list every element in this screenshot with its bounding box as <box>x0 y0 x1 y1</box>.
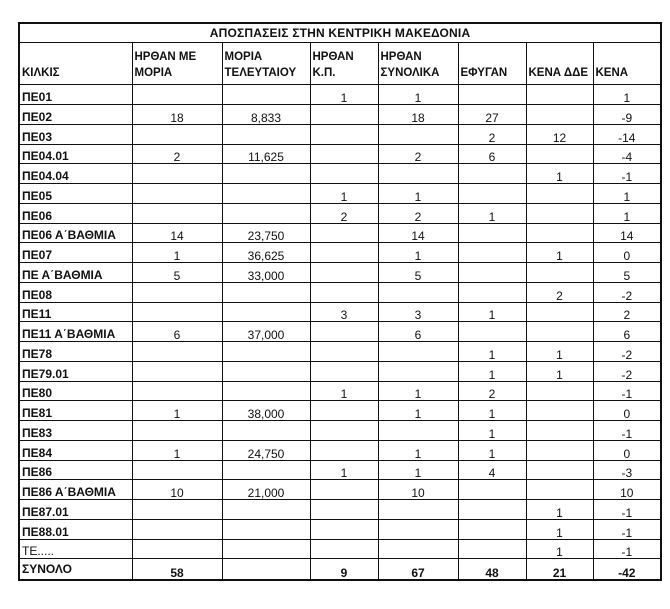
cell-irthan-me-moria[interactable]: 6 <box>132 322 222 342</box>
cell-moria-teleytaiou[interactable] <box>222 519 310 539</box>
row-label-cell[interactable]: ΠΕ Α΄ΒΑΘΜΙΑ <box>19 263 132 283</box>
cell-irthan-kp[interactable] <box>310 440 378 460</box>
cell-efygan[interactable]: 4 <box>458 460 526 480</box>
cell-irthan-synolika[interactable] <box>378 539 458 559</box>
cell-efygan[interactable] <box>458 539 526 559</box>
cell-irthan-kp[interactable] <box>310 282 378 302</box>
cell-irthan-kp[interactable]: 1 <box>310 381 378 401</box>
cell-irthan-synolika[interactable]: 1 <box>378 440 458 460</box>
cell-efygan[interactable]: 1 <box>458 401 526 421</box>
cell-irthan-synolika[interactable]: 1 <box>378 401 458 421</box>
cell-efygan[interactable] <box>458 480 526 500</box>
cell-irthan-kp[interactable] <box>310 164 378 184</box>
cell-kena[interactable]: -9 <box>593 105 661 125</box>
cell-irthan-kp[interactable] <box>310 322 378 342</box>
row-label-cell[interactable]: ΠΕ02 <box>19 105 132 125</box>
cell-kena[interactable]: 1 <box>593 85 661 105</box>
cell-moria-teleytaiou[interactable] <box>222 184 310 204</box>
cell-moria-teleytaiou[interactable]: 8,833 <box>222 105 310 125</box>
cell-irthan-kp[interactable] <box>310 539 378 559</box>
cell-kena[interactable]: -2 <box>593 361 661 381</box>
cell-kena-dde[interactable]: 2 <box>526 282 593 302</box>
row-label-cell[interactable]: ΠΕ08 <box>19 282 132 302</box>
table-row <box>19 480 661 500</box>
cell-irthan-kp[interactable] <box>310 421 378 441</box>
table-row <box>19 401 661 421</box>
cell-kena-dde[interactable] <box>526 223 593 243</box>
cell-kena-dde[interactable]: 1 <box>526 243 593 263</box>
table-row <box>19 164 661 184</box>
column-header-kilkis[interactable]: ΚΙΛΚΙΣ <box>19 43 132 85</box>
cell-irthan-me-moria[interactable]: 14 <box>132 223 222 243</box>
cell-kena[interactable]: 0 <box>593 243 661 263</box>
cell-kena[interactable]: -1 <box>593 421 661 441</box>
cell-kena-dde[interactable]: 1 <box>526 361 593 381</box>
row-label-cell[interactable]: ΠΕ86 Α΄ΒΑΘΜΙΑ <box>19 480 132 500</box>
cell-moria-teleytaiou[interactable] <box>222 500 310 520</box>
cell-irthan-me-moria[interactable] <box>132 539 222 559</box>
row-label-cell[interactable]: ΠΕ78 <box>19 342 132 362</box>
cell-irthan-me-moria[interactable] <box>132 460 222 480</box>
cell-efygan[interactable] <box>458 184 526 204</box>
cell-irthan-synolika[interactable] <box>378 282 458 302</box>
cell-efygan[interactable]: 1 <box>458 421 526 441</box>
total-cell-kena-dde[interactable]: 21 <box>526 559 593 580</box>
cell-irthan-synolika[interactable]: 1 <box>378 381 458 401</box>
cell-kena-dde[interactable] <box>526 460 593 480</box>
cell-irthan-kp[interactable] <box>310 223 378 243</box>
cell-moria-teleytaiou[interactable] <box>222 381 310 401</box>
table-row <box>19 85 661 105</box>
total-label-cell[interactable]: ΣΥΝΟΛΟ <box>19 559 132 580</box>
total-cell-moria-teleytaiou[interactable] <box>222 559 310 580</box>
cell-irthan-kp[interactable] <box>310 361 378 381</box>
cell-moria-teleytaiou[interactable] <box>222 203 310 223</box>
row-label-cell[interactable]: ΠΕ05 <box>19 184 132 204</box>
cell-kena-dde[interactable]: 1 <box>526 519 593 539</box>
cell-irthan-me-moria[interactable]: 1 <box>132 243 222 263</box>
table-title[interactable]: ΑΠΟΣΠΑΣΕΙΣ ΣΤΗΝ ΚΕΝΤΡΙΚΗ ΜΑΚΕΔΟΝΙΑ <box>19 23 661 43</box>
cell-kena[interactable]: 5 <box>593 263 661 283</box>
table-row <box>19 460 661 480</box>
cell-irthan-me-moria[interactable] <box>132 203 222 223</box>
cell-irthan-synolika[interactable]: 1 <box>378 85 458 105</box>
cell-kena[interactable]: 1 <box>593 203 661 223</box>
cell-kena[interactable]: 6 <box>593 322 661 342</box>
table-row <box>19 263 661 283</box>
cell-efygan[interactable] <box>458 243 526 263</box>
total-cell-irthan-synolika[interactable]: 67 <box>378 559 458 580</box>
cell-irthan-kp[interactable]: 1 <box>310 460 378 480</box>
cell-kena[interactable]: -1 <box>593 381 661 401</box>
cell-irthan-me-moria[interactable]: 5 <box>132 263 222 283</box>
cell-efygan[interactable]: 6 <box>458 144 526 164</box>
table-row <box>19 124 661 144</box>
cell-irthan-kp[interactable] <box>310 124 378 144</box>
column-header-kena[interactable]: ΚΕΝΑ <box>593 43 661 85</box>
column-header-moria-teleytaiou[interactable]: ΜΟΡΙΑ ΤΕΛΕΥΤΑΙΟΥ <box>222 43 310 85</box>
cell-irthan-me-moria[interactable] <box>132 381 222 401</box>
cell-kena-dde[interactable]: 1 <box>526 539 593 559</box>
row-label-cell[interactable]: ΠΕ84 <box>19 440 132 460</box>
cell-kena[interactable]: -1 <box>593 164 661 184</box>
cell-kena[interactable]: -2 <box>593 342 661 362</box>
cell-efygan[interactable]: 1 <box>458 302 526 322</box>
cell-moria-teleytaiou[interactable] <box>222 164 310 184</box>
cell-efygan[interactable] <box>458 519 526 539</box>
cell-irthan-synolika[interactable]: 14 <box>378 223 458 243</box>
table-row <box>19 500 661 520</box>
cell-kena-dde[interactable] <box>526 184 593 204</box>
column-header-irthan-synolika[interactable]: ΗΡΘΑΝ ΣΥΝΟΛΙΚΑ <box>378 43 458 85</box>
total-cell-irthan-kp[interactable]: 9 <box>310 559 378 580</box>
cell-kena[interactable]: 1 <box>593 184 661 204</box>
table-row <box>19 302 661 322</box>
cell-moria-teleytaiou[interactable]: 38,000 <box>222 401 310 421</box>
cell-irthan-me-moria[interactable] <box>132 282 222 302</box>
cell-irthan-me-moria[interactable]: 1 <box>132 401 222 421</box>
detachments-table <box>18 22 662 581</box>
cell-irthan-synolika[interactable] <box>378 164 458 184</box>
cell-irthan-me-moria[interactable] <box>132 361 222 381</box>
cell-kena-dde[interactable]: 1 <box>526 164 593 184</box>
cell-irthan-synolika[interactable]: 6 <box>378 322 458 342</box>
cell-moria-teleytaiou[interactable] <box>222 460 310 480</box>
cell-irthan-synolika[interactable]: 5 <box>378 263 458 283</box>
cell-efygan[interactable]: 1 <box>458 203 526 223</box>
table-row <box>19 322 661 342</box>
cell-kena-dde[interactable] <box>526 144 593 164</box>
cell-kena[interactable]: 10 <box>593 480 661 500</box>
cell-efygan[interactable] <box>458 263 526 283</box>
header-row <box>19 43 661 85</box>
cell-efygan[interactable]: 1 <box>458 440 526 460</box>
cell-irthan-kp[interactable] <box>310 519 378 539</box>
cell-moria-teleytaiou[interactable]: 24,750 <box>222 440 310 460</box>
title-row <box>19 23 661 43</box>
cell-kena[interactable]: -14 <box>593 124 661 144</box>
cell-irthan-me-moria[interactable]: 18 <box>132 105 222 125</box>
table-row <box>19 440 661 460</box>
cell-kena[interactable]: 14 <box>593 223 661 243</box>
table-row <box>19 519 661 539</box>
row-label-cell[interactable]: ΤΕ..... <box>19 539 132 559</box>
table-row <box>19 342 661 362</box>
table-row <box>19 144 661 164</box>
cell-irthan-kp[interactable]: 1 <box>310 85 378 105</box>
column-header-irthan-kp[interactable]: ΗΡΘΑΝ Κ.Π. <box>310 43 378 85</box>
cell-moria-teleytaiou[interactable]: 11,625 <box>222 144 310 164</box>
cell-irthan-me-moria[interactable] <box>132 519 222 539</box>
cell-kena-dde[interactable] <box>526 440 593 460</box>
cell-kena-dde[interactable] <box>526 401 593 421</box>
cell-irthan-kp[interactable] <box>310 243 378 263</box>
cell-irthan-synolika[interactable]: 3 <box>378 302 458 322</box>
row-label-cell[interactable]: ΠΕ11 Α΄ΒΑΘΜΙΑ <box>19 322 132 342</box>
cell-irthan-kp[interactable] <box>310 500 378 520</box>
total-cell-efygan[interactable]: 48 <box>458 559 526 580</box>
cell-kena-dde[interactable] <box>526 203 593 223</box>
cell-irthan-synolika[interactable]: 1 <box>378 184 458 204</box>
cell-irthan-me-moria[interactable] <box>132 184 222 204</box>
cell-irthan-me-moria[interactable]: 2 <box>132 144 222 164</box>
cell-efygan[interactable] <box>458 282 526 302</box>
cell-irthan-kp[interactable] <box>310 263 378 283</box>
cell-irthan-me-moria[interactable]: 1 <box>132 440 222 460</box>
cell-irthan-synolika[interactable]: 2 <box>378 144 458 164</box>
cell-irthan-synolika[interactable] <box>378 500 458 520</box>
cell-efygan[interactable]: 1 <box>458 361 526 381</box>
cell-kena[interactable]: -1 <box>593 539 661 559</box>
cell-irthan-synolika[interactable]: 1 <box>378 460 458 480</box>
cell-irthan-synolika[interactable] <box>378 361 458 381</box>
cell-efygan[interactable] <box>458 322 526 342</box>
row-label-cell[interactable]: ΠΕ04.04 <box>19 164 132 184</box>
cell-kena-dde[interactable] <box>526 322 593 342</box>
cell-moria-teleytaiou[interactable] <box>222 124 310 144</box>
cell-kena[interactable]: 2 <box>593 302 661 322</box>
cell-efygan[interactable]: 27 <box>458 105 526 125</box>
cell-kena-dde[interactable]: 1 <box>526 500 593 520</box>
cell-irthan-kp[interactable] <box>310 105 378 125</box>
column-header-irthan-me-moria[interactable]: ΗΡΘΑΝ ΜΕ ΜΟΡΙΑ <box>132 43 222 85</box>
cell-kena-dde[interactable] <box>526 105 593 125</box>
cell-moria-teleytaiou[interactable] <box>222 282 310 302</box>
cell-moria-teleytaiou[interactable] <box>222 421 310 441</box>
table-row <box>19 421 661 441</box>
cell-kena-dde[interactable] <box>526 302 593 322</box>
row-label-cell[interactable]: ΠΕ04.01 <box>19 144 132 164</box>
row-label-cell[interactable]: ΠΕ06 <box>19 203 132 223</box>
cell-kena[interactable]: -3 <box>593 460 661 480</box>
table-row <box>19 361 661 381</box>
cell-irthan-kp[interactable]: 3 <box>310 302 378 322</box>
cell-irthan-kp[interactable] <box>310 401 378 421</box>
cell-irthan-synolika[interactable] <box>378 342 458 362</box>
cell-kena[interactable]: -1 <box>593 519 661 539</box>
table-row <box>19 203 661 223</box>
cell-irthan-synolika[interactable] <box>378 421 458 441</box>
row-label-cell[interactable]: ΠΕ79.01 <box>19 361 132 381</box>
cell-efygan[interactable] <box>458 223 526 243</box>
cell-irthan-me-moria[interactable] <box>132 85 222 105</box>
total-cell-irthan-me-moria[interactable]: 58 <box>132 559 222 580</box>
cell-kena-dde[interactable] <box>526 263 593 283</box>
row-label-cell[interactable]: ΠΕ88.01 <box>19 519 132 539</box>
cell-kena[interactable]: -4 <box>593 144 661 164</box>
cell-irthan-kp[interactable] <box>310 342 378 362</box>
cell-efygan[interactable] <box>458 500 526 520</box>
cell-moria-teleytaiou[interactable] <box>222 85 310 105</box>
cell-moria-teleytaiou[interactable] <box>222 302 310 322</box>
cell-irthan-kp[interactable] <box>310 144 378 164</box>
cell-moria-teleytaiou[interactable]: 33,000 <box>222 263 310 283</box>
cell-moria-teleytaiou[interactable]: 21,000 <box>222 480 310 500</box>
table-row <box>19 223 661 243</box>
cell-kena[interactable]: -2 <box>593 282 661 302</box>
cell-irthan-synolika[interactable] <box>378 519 458 539</box>
table-row <box>19 381 661 401</box>
cell-moria-teleytaiou[interactable] <box>222 361 310 381</box>
cell-kena[interactable]: 0 <box>593 440 661 460</box>
row-label-cell[interactable]: ΠΕ11 <box>19 302 132 322</box>
table-row <box>19 184 661 204</box>
cell-irthan-me-moria[interactable] <box>132 421 222 441</box>
column-header-efygan[interactable]: ΕΦΥΓΑΝ <box>458 43 526 85</box>
cell-moria-teleytaiou[interactable]: 36,625 <box>222 243 310 263</box>
row-label-cell[interactable]: ΠΕ06 Α΄ΒΑΘΜΙΑ <box>19 223 132 243</box>
table-row <box>19 539 661 559</box>
row-label-cell[interactable]: ΠΕ01 <box>19 85 132 105</box>
row-label-cell[interactable]: ΠΕ07 <box>19 243 132 263</box>
cell-irthan-synolika[interactable]: 1 <box>378 243 458 263</box>
cell-moria-teleytaiou[interactable] <box>222 539 310 559</box>
row-label-cell[interactable]: ΠΕ80 <box>19 381 132 401</box>
cell-irthan-me-moria[interactable] <box>132 302 222 322</box>
cell-irthan-synolika[interactable] <box>378 124 458 144</box>
row-label-cell[interactable]: ΠΕ83 <box>19 421 132 441</box>
cell-moria-teleytaiou[interactable]: 23,750 <box>222 223 310 243</box>
cell-irthan-me-moria[interactable] <box>132 164 222 184</box>
cell-kena[interactable]: 0 <box>593 401 661 421</box>
table-row <box>19 282 661 302</box>
cell-efygan[interactable]: 2 <box>458 381 526 401</box>
cell-irthan-kp[interactable]: 1 <box>310 184 378 204</box>
cell-efygan[interactable] <box>458 85 526 105</box>
cell-kena-dde[interactable] <box>526 85 593 105</box>
column-header-kena-dde[interactable]: ΚΕΝΑ ΔΔΕ <box>526 43 593 85</box>
cell-efygan[interactable] <box>458 164 526 184</box>
cell-irthan-kp[interactable]: 2 <box>310 203 378 223</box>
row-label-cell[interactable]: ΠΕ87.01 <box>19 500 132 520</box>
cell-irthan-kp[interactable] <box>310 480 378 500</box>
table-row <box>19 243 661 263</box>
cell-irthan-me-moria[interactable] <box>132 342 222 362</box>
row-label-cell[interactable]: ΠΕ03 <box>19 124 132 144</box>
cell-kena-dde[interactable]: 1 <box>526 342 593 362</box>
cell-irthan-synolika[interactable]: 2 <box>378 203 458 223</box>
row-label-cell[interactable]: ΠΕ81 <box>19 401 132 421</box>
cell-efygan[interactable]: 2 <box>458 124 526 144</box>
cell-kena-dde[interactable]: 12 <box>526 124 593 144</box>
total-cell-kena[interactable]: -42 <box>593 559 661 580</box>
cell-kena[interactable]: -1 <box>593 500 661 520</box>
table-row <box>19 105 661 125</box>
cell-kena-dde[interactable] <box>526 381 593 401</box>
cell-kena-dde[interactable] <box>526 480 593 500</box>
cell-efygan[interactable]: 1 <box>458 342 526 362</box>
total-row <box>19 559 661 580</box>
cell-irthan-me-moria[interactable]: 10 <box>132 480 222 500</box>
row-label-cell[interactable]: ΠΕ86 <box>19 460 132 480</box>
cell-irthan-me-moria[interactable] <box>132 500 222 520</box>
cell-irthan-me-moria[interactable] <box>132 124 222 144</box>
cell-moria-teleytaiou[interactable]: 37,000 <box>222 322 310 342</box>
cell-irthan-synolika[interactable]: 18 <box>378 105 458 125</box>
cell-irthan-synolika[interactable]: 10 <box>378 480 458 500</box>
cell-kena-dde[interactable] <box>526 421 593 441</box>
cell-moria-teleytaiou[interactable] <box>222 342 310 362</box>
